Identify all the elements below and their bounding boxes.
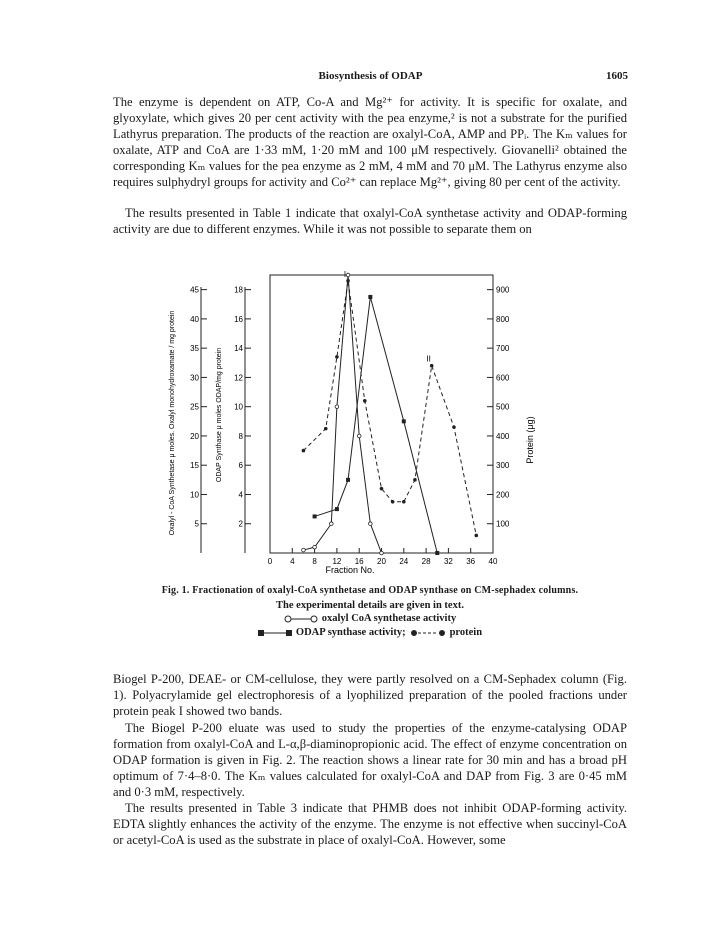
- y-axis-label-right: Protein (μg): [525, 416, 535, 464]
- series-line-1: [315, 297, 438, 553]
- left-inner-tick-label: 2: [238, 519, 243, 529]
- series-line-2: [303, 281, 476, 536]
- data-point-filled: [474, 534, 478, 538]
- x-tick-label: 20: [377, 557, 386, 566]
- x-tick-label: 16: [354, 557, 364, 566]
- x-tick-label: 28: [421, 557, 431, 566]
- running-header: [113, 70, 628, 86]
- right-tick-label: 400: [496, 431, 510, 441]
- right-tick-label: 900: [496, 285, 510, 295]
- right-tick-label: 600: [496, 373, 510, 383]
- data-point-filled: [380, 487, 384, 491]
- paragraph-5: The results presented in Table 3 indicate that PHMB does not inhibit ODAP-forming activity. EDTA slightly enhances the activity of the enzyme. The enzyme is not effective when succinyl-CoA or acetyl-CoA is used as the substrate in place of oxalyl-CoA. However, some: [113, 801, 627, 847]
- left-outer-tick-label: 25: [190, 402, 199, 412]
- x-tick-label: 4: [290, 557, 295, 566]
- x-tick-label: 12: [332, 557, 342, 566]
- page-number: 1605: [606, 70, 628, 82]
- y-axis-label-outer: Oxalyl - CoA Synthetase μ moles. Oxalyl monohydroxamate / mg protein: [169, 310, 176, 536]
- x-tick-label: 40: [488, 557, 498, 566]
- data-point-filled: [324, 427, 328, 431]
- data-point-filled: [430, 364, 434, 368]
- x-tick-label: 32: [443, 557, 453, 566]
- left-inner-tick-label: 16: [234, 314, 243, 324]
- left-outer-tick-label: 30: [190, 373, 199, 383]
- data-point-open: [335, 405, 339, 409]
- data-point-filled: [391, 500, 395, 504]
- right-tick-label: 700: [496, 344, 510, 354]
- data-point-open: [330, 522, 334, 526]
- left-outer-tick-label: 20: [190, 431, 199, 441]
- data-point-square: [435, 551, 439, 555]
- data-point-open: [380, 551, 384, 555]
- chart-frame: [270, 275, 493, 553]
- left-inner-tick-label: 10: [234, 402, 243, 412]
- filled-circle-dash-icon: [410, 629, 446, 637]
- data-point-open: [346, 273, 350, 277]
- paragraph-2: The results presented in Table 1 indicate that oxalyl-CoA synthetase activity and ODAP-forming activity are due to different enzymes. While it was not possible to separate them on: [113, 206, 627, 236]
- fractionation-chart: [165, 265, 565, 585]
- data-point-open: [369, 522, 373, 526]
- left-inner-tick-label: 12: [234, 373, 243, 383]
- data-point-square: [346, 478, 350, 482]
- x-tick-label: 36: [466, 557, 476, 566]
- paragraph-1: The enzyme is dependent on ATP, Co-A and Mg²⁺ for activity. It is specific for oxalate, and glyoxylate, which gives 20 per cent activity with the pea enzyme,² is not a substrate for the purified Lathyrus preparation. The products of the reaction are oxalyl-CoA, AMP and PPᵢ. The Kₘ values for oxalate, ATP and CoA are 1·33 mM, 1·20 mM and 100 μM respectively. Giovanelli² obtained the corresponding Kₘ values for the pea enzyme as 2 mM, 4 mM and 70 μM. The Lathyrus enzyme also requires sulphydryl groups for activity and Co²⁺ can replace Mg²⁺, giving 80 per cent of the activity.: [113, 95, 627, 189]
- left-outer-tick-label: 5: [194, 519, 199, 529]
- data-point-filled: [346, 279, 350, 283]
- left-outer-tick-label: 45: [190, 285, 199, 295]
- y-axis-label-inner: ODAP Synthase μ moles ODAP/mg protein: [216, 347, 223, 483]
- legend-oxalyl: [113, 612, 627, 626]
- filled-square-line-icon: [258, 629, 292, 637]
- data-point-square: [313, 514, 317, 518]
- legend-oxalyl-label: oxalyl CoA synthetase activity: [321, 613, 457, 624]
- x-tick-label: 8: [312, 557, 317, 566]
- data-point-square: [402, 419, 406, 423]
- left-inner-tick-label: 4: [238, 490, 243, 500]
- paragraph-4: The Biogel P-200 eluate was used to study the properties of the enzyme-catalysing ODAP formation from oxalyl-CoA and L-α,β-diaminopropionic acid. The effect of enzyme concentration on ODAP formation is given in Fig. 2. The reaction shows a linear rate for 30 min and has a broad pH optimum of 7·4–8·0. The Kₘ values calculated for oxalyl-CoA and DAP from Fig. 3 are 0·45 mM and 0·3 mM, respectively.: [113, 721, 627, 799]
- right-tick-label: 500: [496, 402, 510, 412]
- data-point-filled: [452, 425, 456, 429]
- legend-odap-label: ODAP synthase activity;: [295, 627, 406, 638]
- caption-note: The experimental details are given in text.: [276, 600, 464, 611]
- right-tick-label: 200: [496, 490, 510, 500]
- data-point-square: [368, 295, 372, 299]
- chart-axes: [190, 286, 510, 566]
- peak-label: I: [343, 269, 347, 279]
- right-tick-label: 100: [496, 519, 510, 529]
- x-axis-label: Fraction No.: [325, 565, 375, 575]
- left-inner-tick-label: 18: [234, 285, 243, 295]
- chart-series: [302, 270, 478, 555]
- series-line-0: [303, 275, 381, 553]
- plot-frame: [270, 275, 493, 553]
- peak-label: II: [426, 354, 431, 364]
- data-point-filled: [363, 399, 367, 403]
- left-outer-tick-label: 15: [190, 461, 199, 471]
- legend-protein-label: protein: [449, 627, 483, 638]
- data-point-filled: [302, 449, 306, 453]
- data-point-open: [357, 434, 361, 438]
- left-outer-tick-label: 40: [190, 314, 199, 324]
- right-tick-label: 300: [496, 461, 510, 471]
- left-outer-tick-label: 35: [190, 344, 199, 354]
- open-circle-line-icon: [284, 615, 318, 623]
- left-inner-tick-label: 8: [238, 431, 243, 441]
- data-point-filled: [413, 478, 417, 482]
- figure-1: [165, 265, 565, 590]
- figure-caption: [113, 584, 627, 640]
- left-inner-tick-label: 14: [234, 344, 243, 354]
- left-inner-tick-label: 6: [238, 461, 243, 471]
- caption-legend: [113, 612, 627, 640]
- paragraph-3: Biogel P-200, DEAE- or CM-cellulose, they were partly resolved on a CM-Sephadex column (Fig. 1). Polyacrylamide gel electrophoresis of a lyophilized preparation of the pooled fractions under protein peak I showed two bands.: [113, 672, 627, 718]
- data-point-filled: [335, 355, 339, 359]
- x-tick-label: 24: [399, 557, 409, 566]
- data-point-square: [335, 507, 339, 511]
- x-tick-label: 0: [267, 557, 273, 566]
- data-point-filled: [402, 500, 406, 504]
- running-title: Biosynthesis of ODAP: [318, 70, 423, 82]
- right-tick-label: 800: [496, 314, 510, 324]
- data-point-open: [313, 545, 317, 549]
- left-outer-tick-label: 10: [190, 490, 199, 500]
- legend-odap-protein: [113, 626, 627, 640]
- data-point-open: [302, 548, 306, 552]
- caption-title: Fig. 1. Fractionation of oxalyl-CoA synthetase and ODAP synthase on CM-sephadex columns.: [161, 585, 579, 596]
